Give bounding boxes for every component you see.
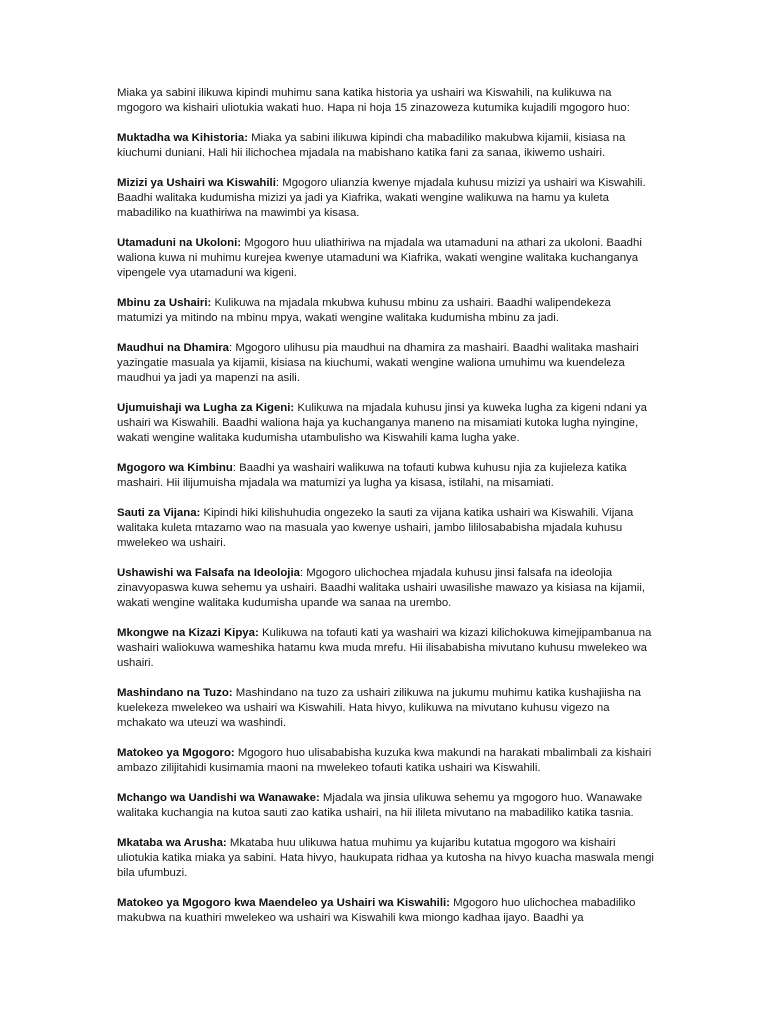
section-paragraph [117,236,657,281]
section-text: Mgogoro huu uliathiriwa na mjadala wa utamaduni na athari za ukoloni. Baadhi waliona kuwa ni muhimu kurejea kwenye utamaduni wa Kiafrika, wakati wengine walitaka kuchanganya vipengele vya utamaduni wa kigeni. [117,237,642,279]
section-text: : Mgogoro ulihusu pia maudhui na dhamira za mashairi. Baadhi walitaka mashairi yazingatie masuala ya kijamii, kisiasa na kiuchumi, wakati wengine waliona umuhimu wa kuendeleza maudhui ya jadi ya mapenzi na asili. [117,342,639,384]
section-heading: Utamaduni na Ukoloni: [117,237,242,249]
section-paragraph [117,626,657,671]
section-heading: Mgogoro wa Kimbinu [117,462,233,474]
section-heading: Mchango wa Uandishi wa Wanawake: [117,792,320,804]
section-paragraph [117,566,657,611]
section-heading: Mashindano na Tuzo: [117,687,233,699]
section-heading: Matokeo ya Mgogoro: [117,747,235,759]
section-paragraph [117,896,657,926]
section-paragraph [117,746,657,776]
section-heading: Mkongwe na Kizazi Kipya: [117,627,259,639]
section-text: Mkataba huu ulikuwa hatua muhimu ya kujaribu kutatua mgogoro wa kishairi uliotukia katika miaka ya sabini. Hata hivyo, haukupata ridhaa ya kutosha na hivyo kuacha maswala mengi bila ufumbuzi. [117,837,654,879]
section-heading: Mizizi ya Ushairi wa Kiswahili [117,177,276,189]
section-paragraph [117,461,657,491]
section-heading: Matokeo ya Mgogoro kwa Maendeleo ya Ushairi wa Kiswahili: [117,897,450,909]
section-paragraph [117,506,657,551]
section-heading: Maudhui na Dhamira [117,342,230,354]
section-paragraph [117,176,657,221]
section-text: Mgogoro huo ulichochea mabadiliko makubwa na kuathiri mwelekeo wa ushairi wa Kiswahili kwa miongo kadhaa ijayo. Baadhi ya [117,897,636,924]
section-text: : Baadhi ya washairi walikuwa na tofauti kubwa kuhusu njia za kujieleza katika mashairi. Hii ilijumuisha mjadala wa matumizi ya lugha ya kisasa, istilahi, na misamiati. [117,462,627,489]
section-text: Miaka ya sabini ilikuwa kipindi cha mabadiliko makubwa kijamii, kisiasa na kiuchumi duniani. Hali hii ilichochea mjadala na mabishano katika fani za sanaa, ikiwemo ushairi. [117,132,626,159]
section-heading: Muktadha wa Kihistoria: [117,132,249,144]
section-heading: Mbinu za Ushairi: [117,297,212,309]
section-heading: Mkataba wa Arusha: [117,837,227,849]
section-text: : Mgogoro ulianzia kwenye mjadala kuhusu mizizi ya ushairi wa Kiswahili. Baadhi walitaka kudumisha mizizi ya jadi ya Kiafrika, wakati wengine walikuwa na hamu ya kuleta mabadiliko na kuathiriwa na mawimbi ya kisasa. [117,177,646,219]
document-body [117,86,657,941]
section-text: Kulikuwa na mjadala kuhusu jinsi ya kuweka lugha za kigeni ndani ya ushairi wa Kiswahili. Baadhi waliona haja ya kuchanganya maneno na misamiati kutoka lugha nyingine, wakati wengine walitaka kudumisha utambulisho wa Kiswahili kama lugha yake. [117,402,647,444]
intro-paragraph: Miaka ya sabini ilikuwa kipindi muhimu sana katika historia ya ushairi wa Kiswahili, na kulikuwa na mgogoro wa kishairi uliotukia wakati huo. Hapa ni hoja 15 zinazoweza kutumika kujadili mgogoro huo: [117,87,630,114]
section-heading: Ushawishi wa Falsafa na Ideolojia [117,567,300,579]
section-text: Mashindano na tuzo za ushairi zilikuwa na jukumu muhimu katika kushajiisha na kuelekeza mwelekeo wa ushairi wa Kiswahili. Hata hivyo, kulikuwa na mivutano kuhusu vigezo na mchakato wa uteuzi wa washindi. [117,687,641,729]
section-heading: Ujumuishaji wa Lugha za Kigeni: [117,402,295,414]
section-text: Mgogoro huo ulisababisha kuzuka kwa makundi na harakati mbalimbali za kishairi ambazo zilijitahidi kusimamia maoni na mwelekeo tofauti katika ushairi wa Kiswahili. [117,747,652,774]
section-text: : Mgogoro ulichochea mjadala kuhusu jinsi falsafa na ideolojia zinavyopaswa kuwa sehemu ya ushairi. Baadhi walitaka ushairi uwasilishe mawazo ya kisiasa na kijamii, wakati wengine walitaka kudumisha upande wa sanaa na urembo. [117,567,646,609]
section-paragraph [117,341,657,386]
section-text: Kipindi hiki kilishuhudia ongezeko la sauti za vijana katika ushairi wa Kiswahili. Vijana walitaka kuleta mtazamo wao na masuala yao kwenye ushairi, jambo lililosababisha mjadala kuhusu mwelekeo wa ushairi. [117,507,634,549]
section-heading: Sauti za Vijana: [117,507,201,519]
section-paragraph [117,296,657,326]
section-paragraph [117,686,657,731]
section-text: Kulikuwa na tofauti kati ya washairi wa kizazi kilichokuwa kimejipambanua na washairi waliokuwa wameshika hatamu kwa muda mrefu. Hii ilisababisha mivutano kuhusu mwelekeo wa ushairi. [117,627,652,669]
section-paragraph [117,131,657,161]
section-paragraph [117,836,657,881]
section-paragraph [117,401,657,446]
section-text: Kulikuwa na mjadala mkubwa kuhusu mbinu za ushairi. Baadhi walipendekeza matumizi ya mitindo na mbinu mpya, wakati wengine walitaka kudumisha mbinu za jadi. [117,297,611,324]
section-text: Mjadala wa jinsia ulikuwa sehemu ya mgogoro huo. Wanawake walitaka kuchangia na kutoa sauti zao katika ushairi, na hii ilileta mivutano na mabadiliko katika tasnia. [117,792,643,819]
section-paragraph [117,791,657,821]
